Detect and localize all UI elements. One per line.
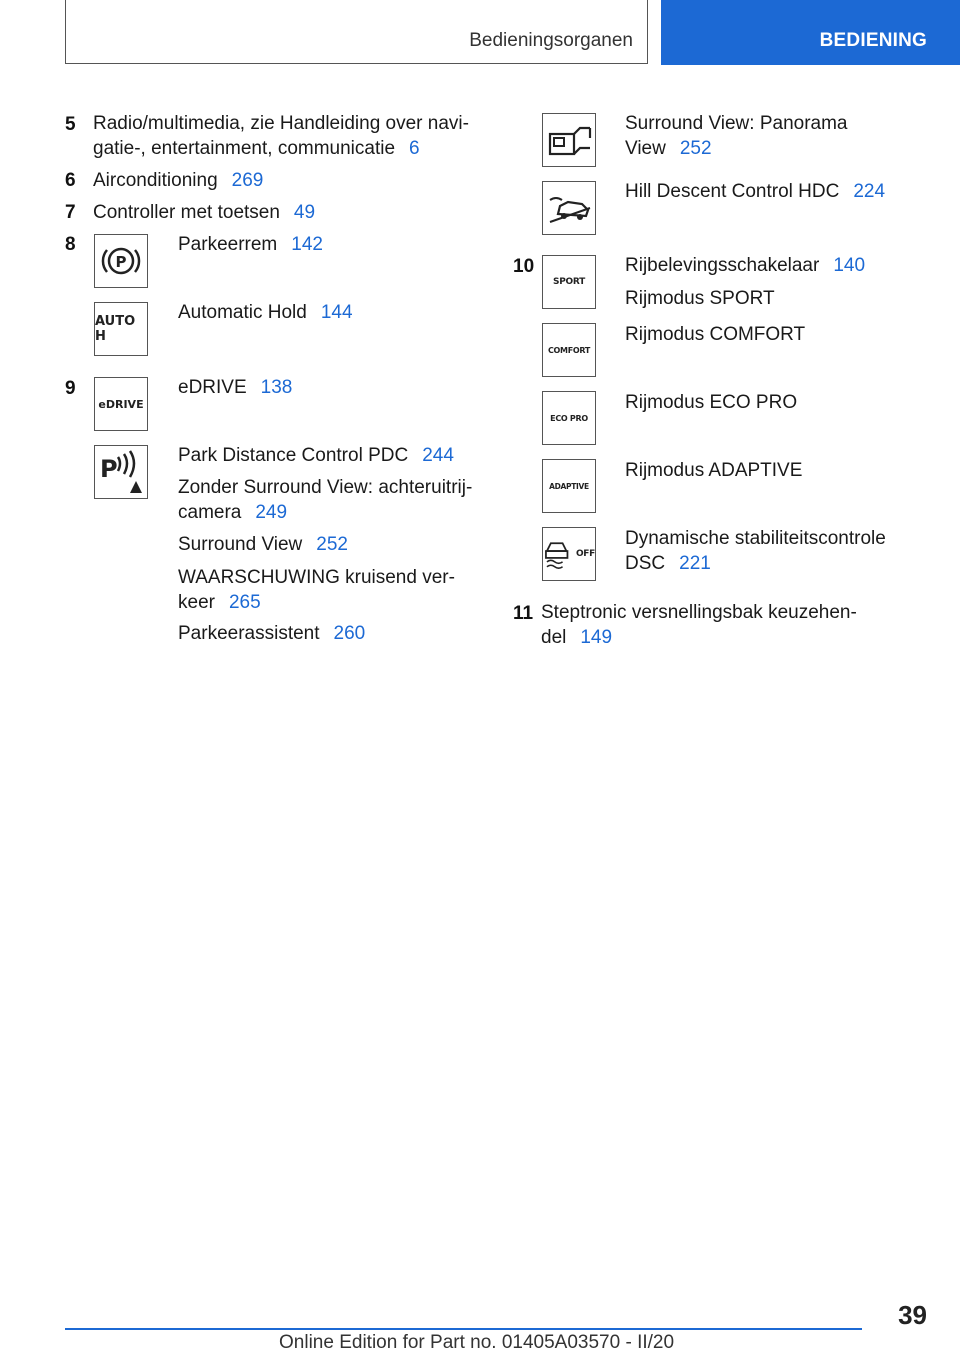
item-5-line2: gatie-, entertainment, communicatie <box>93 138 396 159</box>
page-ref-link[interactable]: 149 <box>580 627 613 648</box>
item-number-11: 11 <box>513 603 534 624</box>
parkeerassistent-label: Parkeerassistent <box>178 623 320 644</box>
item-number-5: 5 <box>65 114 76 135</box>
item-number-10: 10 <box>513 256 535 277</box>
edrive-text <box>178 375 292 400</box>
waarschuwing-text <box>178 565 455 615</box>
chapter-tab-label: BEDIENING <box>819 30 927 51</box>
svg-text:P: P <box>115 253 127 271</box>
hdc-label: Hill Descent Control HDC <box>625 181 840 202</box>
edrive-icon-label: eDRIVE <box>98 397 144 411</box>
surround-text <box>178 532 348 557</box>
sport-icon-label: SPORT <box>553 277 585 287</box>
page-ref-link[interactable]: 252 <box>679 138 712 159</box>
auto-hold-icon-label: AUTO H <box>95 314 136 344</box>
zonder-line1: Zonder Surround View: achteruitrij- <box>178 477 473 498</box>
panorama-line2: View <box>625 138 666 159</box>
dsc-line2: DSC <box>625 553 666 574</box>
section-title: Bedieningsorganen <box>469 30 633 51</box>
edrive-icon <box>94 377 148 431</box>
parkeerrem-text <box>178 232 323 257</box>
surround-label: Surround View <box>178 534 303 555</box>
item-6-label: Airconditioning <box>93 170 218 191</box>
svg-text:P: P <box>100 455 118 483</box>
zonder-line2: camera <box>178 502 242 523</box>
page-ref-link[interactable]: 265 <box>228 592 261 613</box>
dsc-icon-label: OFF <box>575 549 595 559</box>
pdc-text <box>178 443 454 468</box>
item-11-line2: del <box>541 627 567 648</box>
pdc-icon <box>94 445 148 499</box>
zonder-text <box>178 475 472 525</box>
page-ref-link[interactable]: 224 <box>853 181 886 202</box>
item-11-text <box>541 600 857 650</box>
adaptive-mode-icon <box>542 459 596 513</box>
item-6-text <box>93 168 263 193</box>
adaptive-text: Rijmodus ADAPTIVE <box>625 460 803 481</box>
page-ref-link[interactable]: 221 <box>679 553 711 574</box>
item-number-6: 6 <box>65 170 76 191</box>
page-ref-link[interactable]: 144 <box>320 302 353 323</box>
dsc-text <box>625 526 886 576</box>
sport-mode-icon <box>542 255 596 309</box>
chapter-tab[interactable] <box>661 0 960 65</box>
page-ref-link[interactable]: 49 <box>293 202 316 223</box>
item-5-text <box>93 111 469 161</box>
waarschuwing-line1: WAARSCHUWING kruisend ver- <box>178 567 455 588</box>
autohold-text <box>178 300 353 325</box>
parkeerassistent-text <box>178 621 365 646</box>
page-ref-link[interactable]: 244 <box>422 445 454 466</box>
parking-brake-icon <box>94 234 148 288</box>
hill-descent-icon <box>542 181 596 235</box>
panorama-line1: Surround View: Panorama <box>625 113 848 134</box>
item-number-9: 9 <box>65 378 76 399</box>
footer-edition: Online Edition for Part no. 01405A03570 - II/20 <box>279 1332 675 1353</box>
adaptive-icon-label: ADAPTIVE <box>549 481 589 491</box>
panorama-text <box>625 111 848 161</box>
item-7-label: Controller met toetsen <box>93 202 280 223</box>
waarschuwing-line2: keer <box>178 592 215 613</box>
page-ref-link[interactable]: 138 <box>260 377 293 398</box>
eco-pro-mode-icon <box>542 391 596 445</box>
page-number: 39 <box>898 1300 927 1330</box>
parkeerrem-label: Parkeerrem <box>178 234 278 255</box>
comfort-mode-icon <box>542 323 596 377</box>
page-ref-link[interactable]: 260 <box>333 623 366 644</box>
ecopro-icon-label: ECO PRO <box>550 413 588 423</box>
dsc-off-icon <box>542 527 596 581</box>
rijbeleving-text <box>625 253 865 278</box>
item-5-line1: Radio/multimedia, zie Handleiding over navi- <box>93 113 469 134</box>
pdc-label: Park Distance Control PDC <box>178 445 409 466</box>
sport-text: Rijmodus SPORT <box>625 288 775 309</box>
surround-panorama-icon <box>542 113 596 167</box>
autohold-label: Automatic Hold <box>178 302 307 323</box>
page-ref-link[interactable]: 249 <box>255 502 288 523</box>
ecopro-text: Rijmodus ECO PRO <box>625 392 798 413</box>
page-ref-link[interactable]: 252 <box>316 534 348 555</box>
hdc-text <box>625 179 885 204</box>
header-section-box <box>65 0 648 64</box>
item-7-text <box>93 200 315 225</box>
item-number-7: 7 <box>65 202 76 223</box>
rijbeleving-label: Rijbelevingsschakelaar <box>625 255 820 276</box>
item-number-8: 8 <box>65 234 76 255</box>
comfort-icon-label: COMFORT <box>547 345 591 355</box>
page-ref-link[interactable]: 142 <box>291 234 323 255</box>
page-ref-link[interactable]: 269 <box>231 170 264 191</box>
item-11-line1: Steptronic versnellingsbak keuzehen- <box>541 602 857 623</box>
dsc-line1: Dynamische stabiliteitscontrole <box>625 528 886 549</box>
comfort-text: Rijmodus COMFORT <box>625 324 806 345</box>
page-ref-link[interactable]: 140 <box>833 255 866 276</box>
edrive-label: eDRIVE <box>178 377 247 398</box>
page-ref-link[interactable]: 6 <box>409 138 420 159</box>
auto-hold-icon <box>94 302 148 356</box>
footer-divider <box>65 1328 862 1330</box>
